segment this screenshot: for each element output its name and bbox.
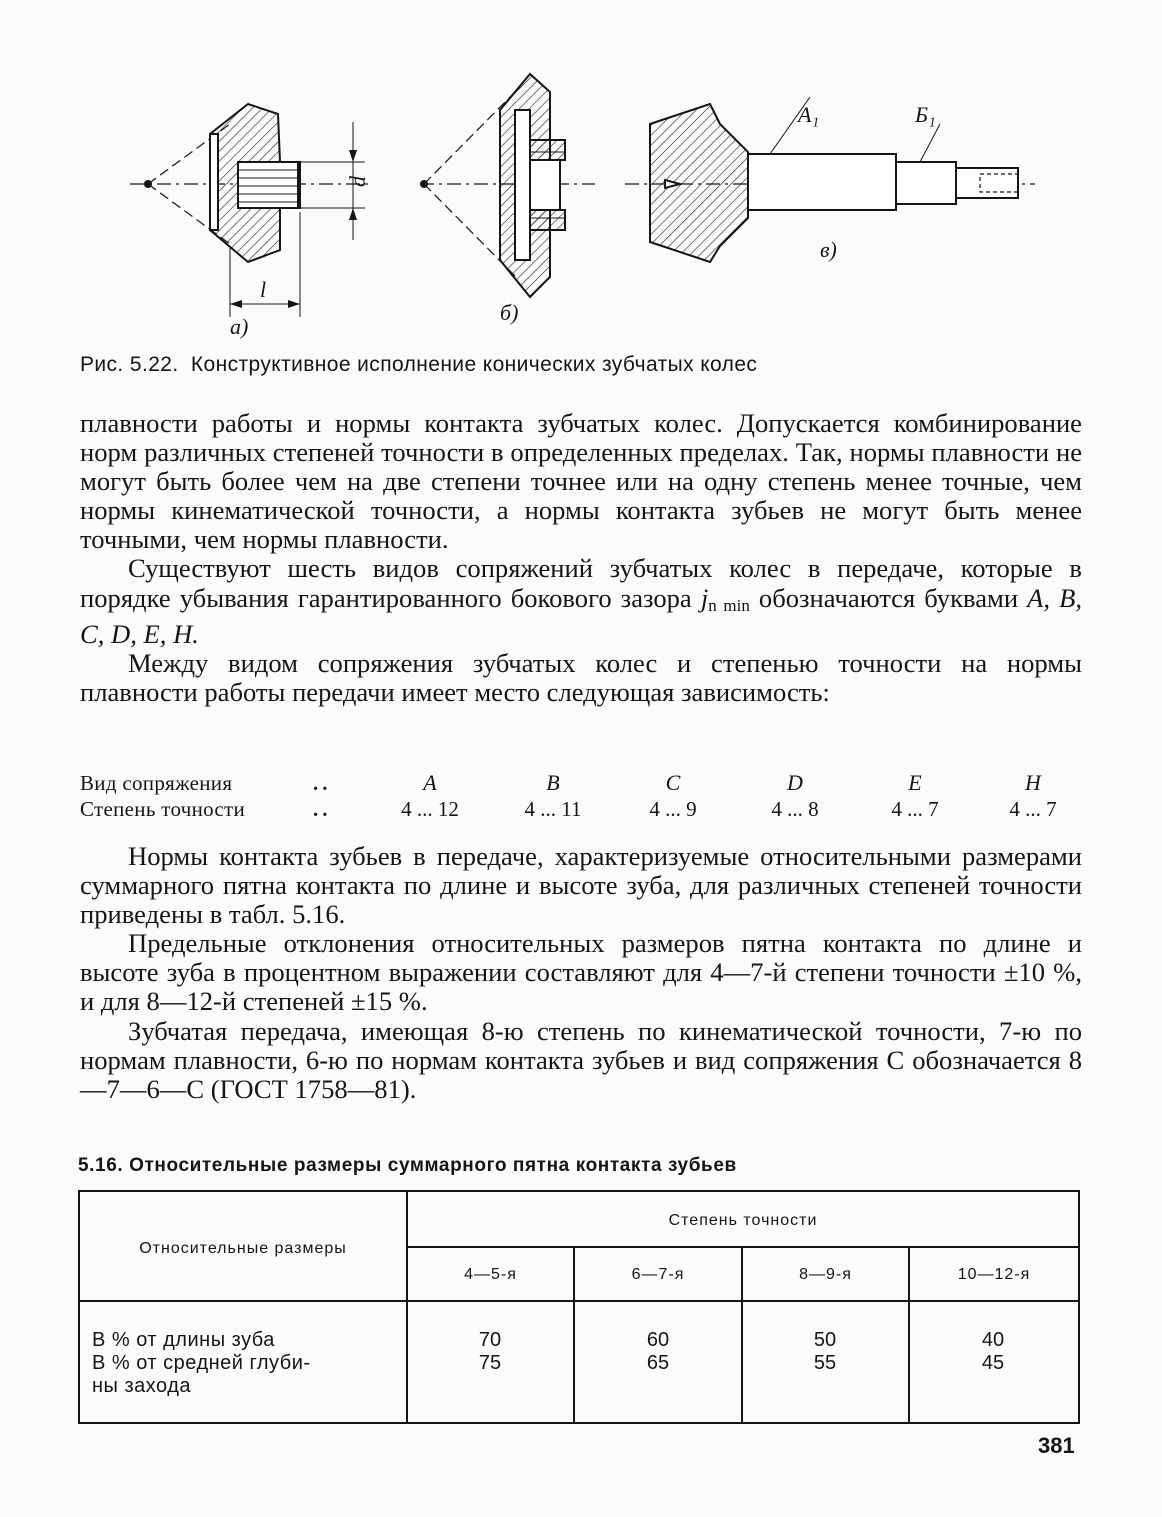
figure-caption xyxy=(80,353,1080,377)
table-row-label: В % от средней глуби- xyxy=(92,1352,311,1374)
table-cell: 70 xyxy=(478,1329,502,1351)
figure-label-b1: Б₁ xyxy=(915,102,936,127)
figure-label-a: а) xyxy=(230,314,249,339)
table-grade-header: 4—5-я xyxy=(464,1266,517,1283)
grade-range: 4 ... 8 xyxy=(771,797,819,821)
figure-label-b: б) xyxy=(500,300,519,325)
grade-letter: E xyxy=(908,770,922,795)
table-border-left xyxy=(78,1192,80,1422)
paragraph-6: Зубчатая передача, имеющая 8-ю степень по кинематической точности, 7-ю по нормам плавности, 6-ю по нормам контакта зубьев и вид сопряжения С обозначается 8—7—6—С (ГОСТ 1758—81). xyxy=(80,1015,1082,1104)
grade-range: 4 ... 7 xyxy=(1009,797,1057,821)
grade-letter: H xyxy=(1025,770,1041,795)
table-cell: 65 xyxy=(646,1352,670,1374)
table-cell: 60 xyxy=(646,1329,670,1351)
paragraph-2-end: обозначаются буквами xyxy=(758,582,1019,613)
table-subheader-line xyxy=(408,1246,1078,1248)
dim-label-l: l xyxy=(260,277,267,302)
grades-row-letters xyxy=(80,770,1080,796)
table-cell: 40 xyxy=(981,1329,1005,1351)
grade-letter: A xyxy=(423,770,437,795)
table-cell: 45 xyxy=(981,1352,1005,1374)
body-text-2 xyxy=(80,842,1082,1104)
page-number: 381 xyxy=(1038,1433,1075,1458)
paragraph-3: Между видом сопряжения зубчатых колес и степенью точности на нормы плавности работы передачи имеет место следующая зависимость: xyxy=(80,647,1082,707)
grade-letter: B xyxy=(546,770,560,795)
table-cell: 75 xyxy=(478,1352,502,1374)
paragraph-2-start: Существуют шесть видов сопряжений зубчатых колес в передаче, которые в порядке убывания гарантированного бокового зазора xyxy=(80,553,1082,613)
symbol-j-subscript: n min xyxy=(708,595,750,615)
figure-5-22 xyxy=(120,62,1050,347)
table-cell: 55 xyxy=(813,1352,837,1374)
grade-range: 4 ... 7 xyxy=(891,797,939,821)
dim-label-d: d xyxy=(345,176,370,187)
grade-letter: D xyxy=(787,770,803,795)
grade-range: 4 ... 9 xyxy=(649,797,697,821)
caption-text: Конструктивное исполнение конических зубчатых колес xyxy=(190,353,758,376)
table-grade-header: 8—9-я xyxy=(799,1266,852,1283)
table-border-right xyxy=(1078,1192,1080,1422)
gear-drawing-a xyxy=(130,104,370,317)
body-text-1 xyxy=(80,409,1082,707)
table-grade-header: 10—12-я xyxy=(957,1266,1031,1283)
table-group-header: Степень точности xyxy=(668,1212,818,1229)
figure-label-a1: A₁ xyxy=(798,102,820,127)
paragraph-5: Предельные отклонения относительных размеров пятна контакта по длине и высоте зуба в процентном выражении составляют для 4—7-й степени точности ±10 %, и для 8—12-й степеней ±15 %. xyxy=(80,928,1082,1017)
table-cell: 50 xyxy=(813,1329,837,1351)
grades-row2-label: Степень точности xyxy=(80,797,246,821)
grade-range: 4 ... 11 xyxy=(524,797,582,821)
paragraph-2-letters: A, B, C, D, E, H. xyxy=(80,582,1083,649)
grade-letter: C xyxy=(665,770,681,795)
caption-number: Рис. 5.22. xyxy=(80,353,179,376)
paragraph-2 xyxy=(80,554,1082,648)
table-row-label-cont: ны захода xyxy=(92,1375,192,1397)
table-row-label: В % от длины зуба xyxy=(92,1329,275,1351)
paragraph-4: Нормы контакта зубьев в передаче, характеризуемые относительными размерами суммарного пятна контакта по длине и высоте зуба, для различных степеней точности приведены в табл. 5.16. xyxy=(80,841,1082,930)
grades-row1-label: Вид сопряжения xyxy=(80,771,233,795)
gear-drawing-b xyxy=(420,74,595,297)
table-col-header: Относительные размеры xyxy=(139,1240,347,1257)
grades-row-ranges xyxy=(80,796,1080,822)
table-header-line xyxy=(78,1300,1080,1302)
figure-label-v: в) xyxy=(820,237,837,262)
grades-row1-dots: .. xyxy=(313,771,332,795)
grades-table xyxy=(80,770,1080,822)
grade-range: 4 ... 12 xyxy=(401,797,459,821)
table-grade-header: 6—7-я xyxy=(631,1266,685,1283)
table-title: 5.16. Относительные размеры суммарного пятна контакта зубьев xyxy=(78,1155,737,1176)
grades-row2-dots: .. xyxy=(313,797,332,821)
paragraph-1: плавности работы и нормы контакта зубчатых колес. Допускается комбинирование норм различных степеней точности в определенных пределах. Так, нормы плавности не могут быть более чем на две степени точнее или на одну степень менее точные, чем нормы кинематической точности, а нормы контакта зубьев не могут быть менее точными, чем нормы плавности. xyxy=(80,408,1082,555)
symbol-j: j xyxy=(700,582,709,613)
table-5-16 xyxy=(78,1190,1080,1424)
